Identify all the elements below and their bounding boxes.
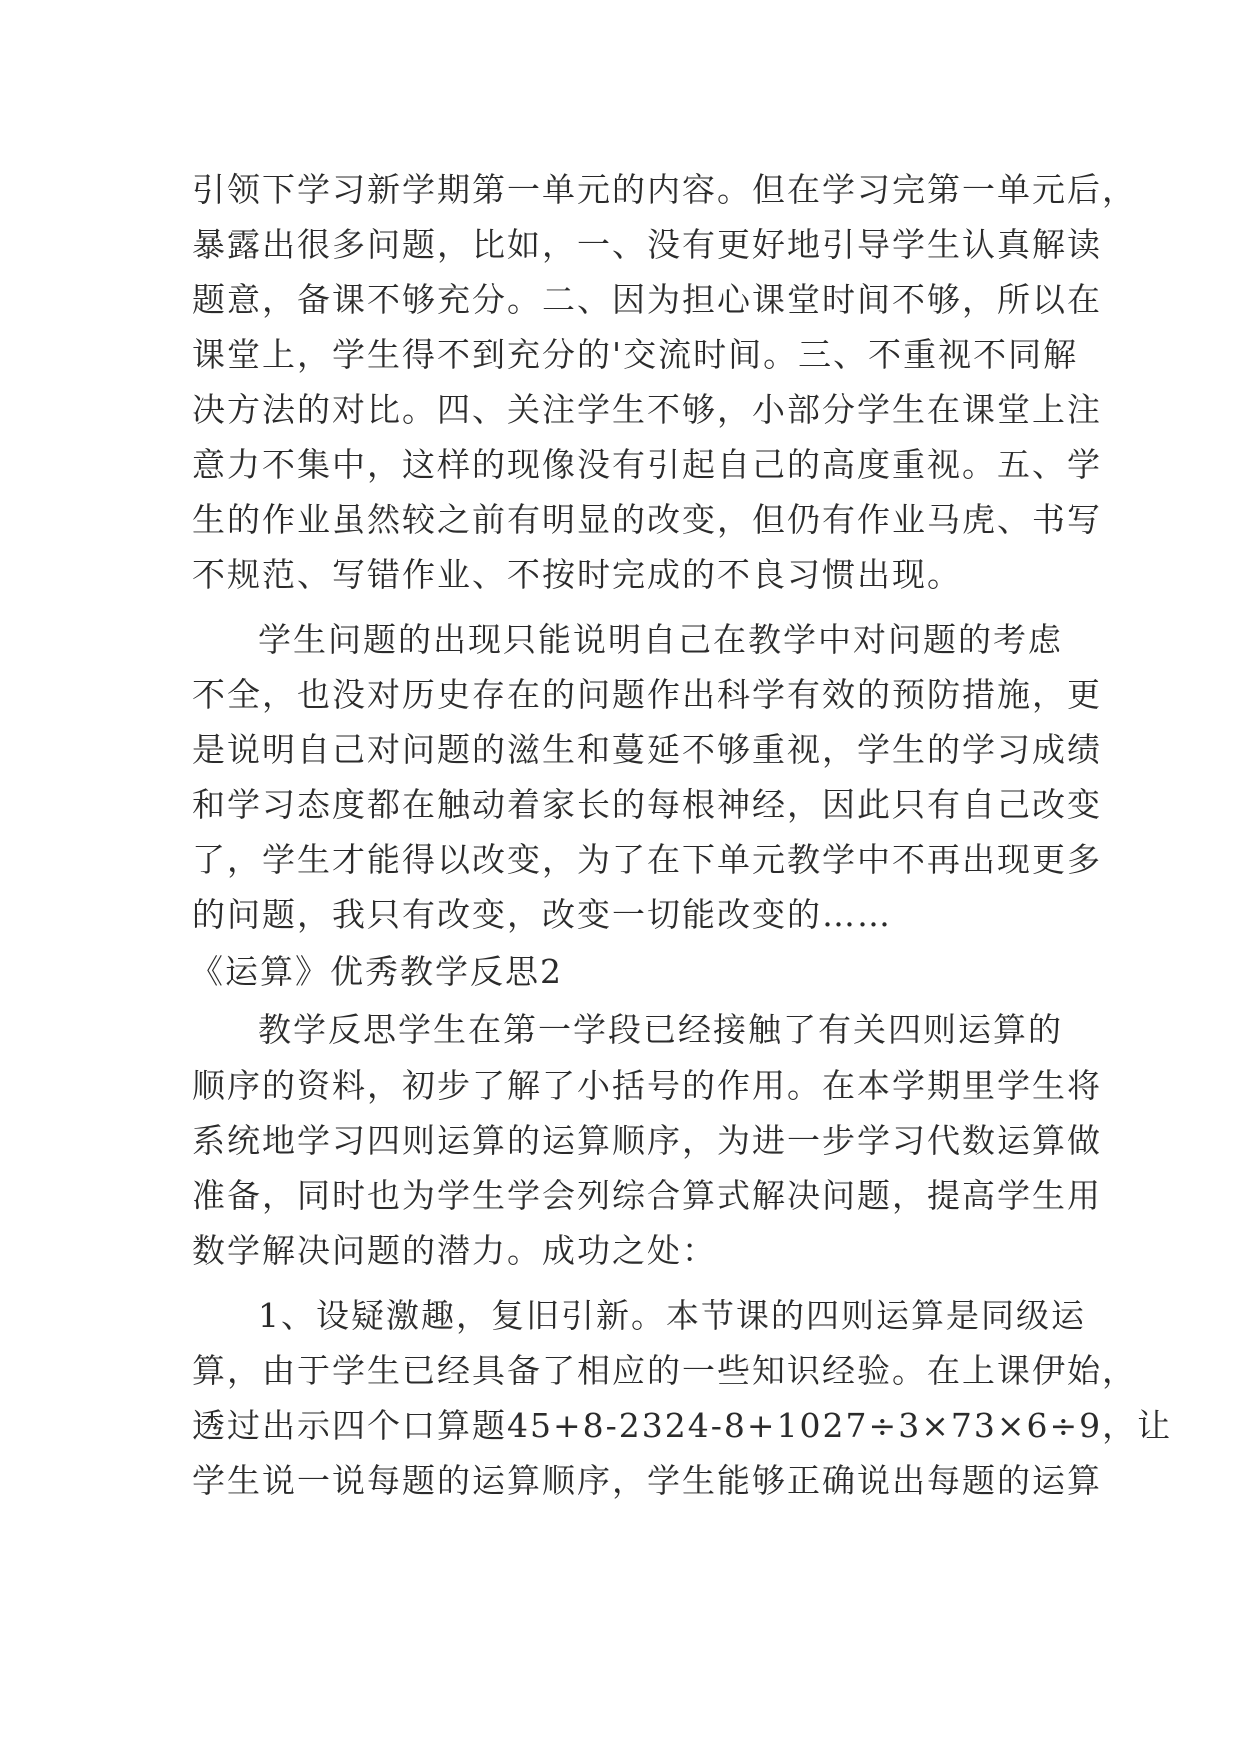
section-heading: 《运算》优秀教学反思2 [190, 952, 563, 991]
text-line: 算，由于学生已经具备了相应的一些知识经验。在上课伊始， [192, 1351, 1137, 1390]
text-line: 和学习态度都在触动着家长的每根神经，因此只有自己改变 [192, 785, 1102, 824]
text-line: 引领下学习新学期第一单元的内容。但在学习完第一单元后， [192, 170, 1137, 209]
text-line: 透过出示四个口算题45+8-2324-8+1027÷3×73×6÷9，让 [192, 1406, 1173, 1445]
text-line: 不规范、写错作业、不按时完成的不良习惯出现。 [192, 555, 962, 594]
text-line: 是说明自己对问题的滋生和蔓延不够重视，学生的学习成绩 [192, 730, 1102, 769]
text-line: 意力不集中，这样的现像没有引起自己的高度重视。五、学 [192, 445, 1102, 484]
text-line: 决方法的对比。四、关注学生不够，小部分学生在课堂上注 [192, 390, 1102, 429]
paragraph-first-line: 教学反思学生在第一学段已经接触了有关四则运算的 [258, 1010, 1063, 1049]
text-line: 的问题，我只有改变，改变一切能改变的…… [192, 895, 892, 934]
text-line: 准备，同时也为学生学会列综合算式解决问题，提高学生用 [192, 1176, 1102, 1215]
text-line: 系统地学习四则运算的运算顺序，为进一步学习代数运算做 [192, 1121, 1102, 1160]
text-line: 数学解决问题的潜力。成功之处： [192, 1231, 717, 1270]
paragraph-first-line: 1、设疑激趣，复旧引新。本节课的四则运算是同级运 [258, 1296, 1086, 1335]
text-line: 顺序的资料，初步了解了小括号的作用。在本学期里学生将 [192, 1066, 1102, 1105]
text-line: 课堂上，学生得不到充分的'交流时间。三、不重视不同解 [192, 335, 1079, 374]
text-line: 了，学生才能得以改变，为了在下单元教学中不再出现更多 [192, 840, 1102, 879]
text-line: 不全，也没对历史存在的问题作出科学有效的预防措施，更 [192, 675, 1102, 714]
text-line: 题意，备课不够充分。二、因为担心课堂时间不够，所以在 [192, 280, 1102, 319]
text-line: 暴露出很多问题，比如，一、没有更好地引导学生认真解读 [192, 225, 1102, 264]
text-line: 学生说一说每题的运算顺序，学生能够正确说出每题的运算 [192, 1461, 1102, 1500]
paragraph-first-line: 学生问题的出现只能说明自己在教学中对问题的考虑 [258, 620, 1063, 659]
text-line: 生的作业虽然较之前有明显的改变，但仍有作业马虎、书写 [192, 500, 1102, 539]
